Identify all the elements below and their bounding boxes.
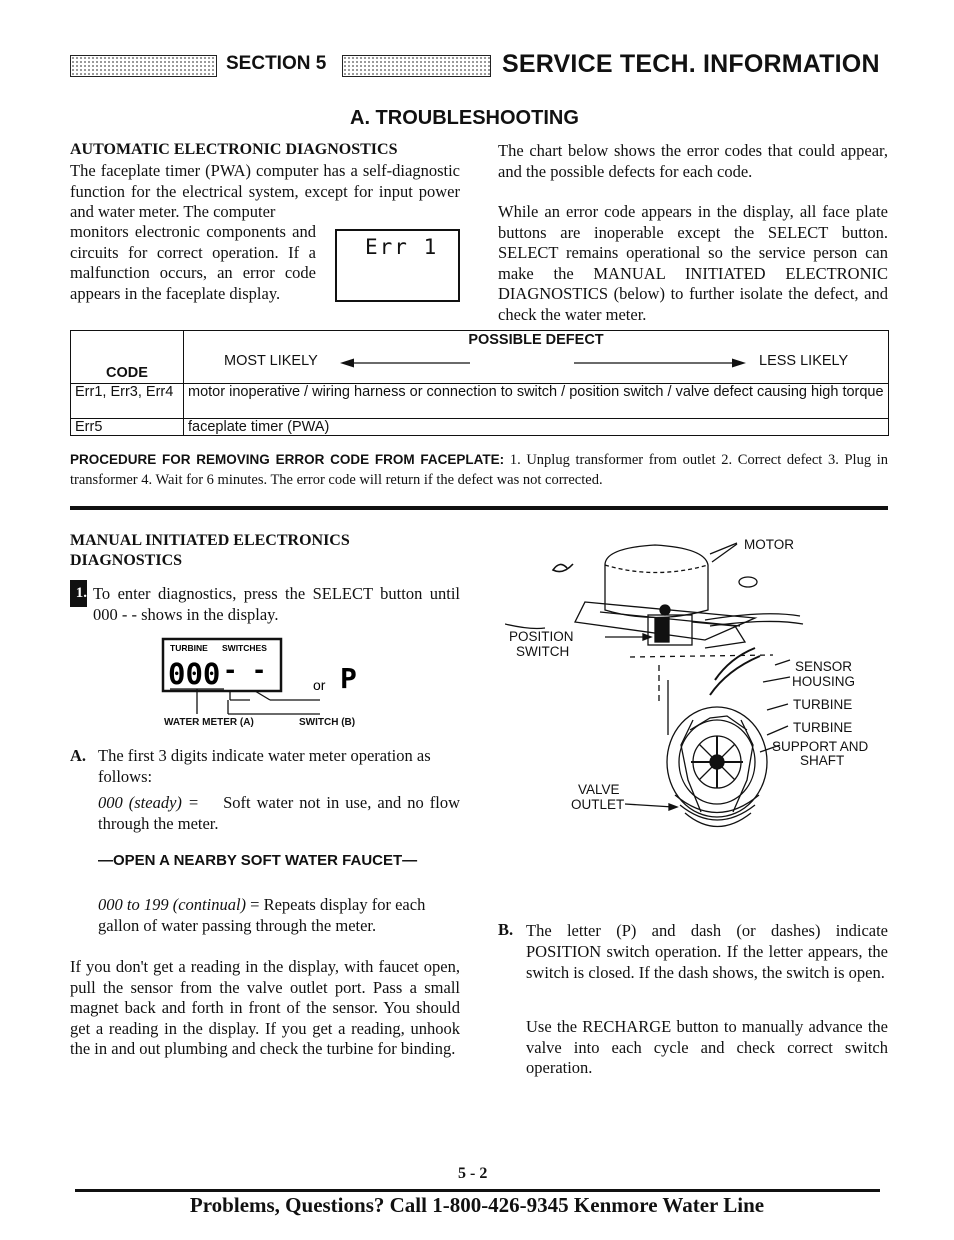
position-label: POSITION xyxy=(509,629,574,644)
divider xyxy=(70,506,888,510)
error-display-box xyxy=(335,229,460,302)
table-row xyxy=(71,419,889,436)
defect-header: POSSIBLE DEFECT xyxy=(468,332,604,348)
table-cell-defect: motor inoperative / wiring harness or connection to switch / position switch / valve defect causing high torque xyxy=(184,384,889,419)
sensor-label: SENSOR xyxy=(795,659,853,674)
b-label: B. xyxy=(498,920,514,939)
manual-diagnostics-heading xyxy=(70,531,350,571)
manual-heading-line-2: DIAGNOSTICS xyxy=(70,552,183,569)
shaft-label: SHAFT xyxy=(800,753,845,768)
step-1-text: To enter diagnostics, press the SELECT button until 000 - - shows in the display. xyxy=(93,584,460,624)
p-letter: P xyxy=(340,662,357,695)
turbine-label-2: TURBINE xyxy=(793,720,853,735)
table-cell-code: Err5 xyxy=(71,419,184,436)
auto-diagnostics-text-2: monitors electronic components and circuits for correct operation. If a malfunction occurs, an error code appears in the faceplate display. xyxy=(70,222,316,303)
error-code-table xyxy=(70,330,889,436)
procedure-paragraph xyxy=(70,450,888,490)
steady-definition xyxy=(98,793,460,834)
continual-definition xyxy=(98,895,460,936)
most-likely-label: MOST LIKELY xyxy=(224,353,318,369)
chart-intro-text: The chart below shows the error codes that could appear, and the possible defects for each code. xyxy=(498,141,888,181)
procedure-label: PROCEDURE FOR REMOVING ERROR CODE FROM FACEPLATE: xyxy=(70,452,505,467)
auto-diagnostics-text-1: The faceplate timer (PWA) computer has a self-diagnostic function for the electrical system, except for input power and water meter. The computer xyxy=(70,161,460,221)
table-header-row xyxy=(71,331,889,384)
steady-term: 000 (steady) = xyxy=(98,793,200,812)
footer-divider xyxy=(75,1189,880,1192)
auto-diagnostics-heading: AUTOMATIC ELECTRONIC DIAGNOSTICS xyxy=(70,141,398,158)
faucet-instruction: —OPEN A NEARBY SOFT WATER FAUCET— xyxy=(98,852,418,869)
page-number: 5 - 2 xyxy=(458,1165,488,1182)
support-label: SUPPORT AND xyxy=(772,739,869,754)
footer-line: Problems, Questions? Call 1-800-426-9345 Kenmore Water Line xyxy=(189,1193,765,1217)
code-header: CODE xyxy=(106,365,148,381)
header-hatch-left xyxy=(70,55,217,77)
continual-term: 000 to 199 (continual) xyxy=(98,895,247,914)
select-button-text: While an error code appears in the display, all face plate buttons are inoperable except the SELECT button. SELECT remains operational so the service person can make the MANUAL INITIATED ELECTRONIC DIAGNOSTICS (below) to further isolate the defect, and check the water meter. xyxy=(498,202,888,324)
error-display-text: Err 1 xyxy=(365,235,439,259)
most-likely-arrow xyxy=(340,357,472,369)
steady-desc: Soft water not in use, and no flow through the meter. xyxy=(98,793,460,833)
a-text: The first 3 digits indicate water meter operation as follows: xyxy=(98,746,431,786)
turbine-label-1: TURBINE xyxy=(793,697,853,712)
defect-header-cell xyxy=(184,331,889,384)
step-number-badge: 1. xyxy=(70,580,87,607)
turbine-label: TURBINE xyxy=(170,643,208,653)
switch-b-label: SWITCH (B) xyxy=(299,717,356,728)
switches-label: SWITCHES xyxy=(222,643,267,653)
header-hatch-right xyxy=(342,55,491,77)
page-title: SERVICE TECH. INFORMATION xyxy=(502,50,880,78)
table-row xyxy=(71,384,889,419)
water-meter-label: WATER METER (A) xyxy=(164,717,254,728)
display-digits: 000 xyxy=(168,657,221,691)
code-header-cell xyxy=(71,331,184,384)
continual-desc: = Repeats display for each gallon of water passing through the meter. xyxy=(98,895,426,935)
section-label: SECTION 5 xyxy=(226,53,327,74)
less-likely-arrow xyxy=(574,357,746,369)
motor-label: MOTOR xyxy=(744,537,794,552)
less-likely-label: LESS LIKELY xyxy=(759,353,849,369)
manual-heading-line-1: MANUAL INITIATED ELECTRONICS xyxy=(70,532,350,549)
procedure-text: 1. Unplug transformer from outlet 2. Correct defect 3. Plug in transformer 4. Wait for 6 minutes. The error code will return if the defect was not corrected. xyxy=(70,452,889,488)
table-cell-defect: faceplate timer (PWA) xyxy=(184,419,889,436)
or-label: or xyxy=(313,677,326,693)
a-label: A. xyxy=(70,746,87,765)
no-reading-text: If you don't get a reading in the display, with faucet open, pull the sensor from the valve outlet port. Pass a small magnet back and forth in front of the sensor. You should get a reading in the display. If you get a reading, unhook the in and out plumbing and check the turbine for binding. xyxy=(70,957,460,1058)
table-cell-code: Err1, Err3, Err4 xyxy=(71,384,184,419)
outlet-label: OUTLET xyxy=(571,797,625,812)
display-dashes: - - xyxy=(223,656,267,684)
section-subtitle: A. TROUBLESHOOTING xyxy=(350,107,579,129)
housing-label: HOUSING xyxy=(792,674,856,689)
valve-label: VALVE xyxy=(578,782,620,797)
switch-label: SWITCH xyxy=(516,644,570,659)
recharge-text: Use the RECHARGE button to manually advance the valve into each cycle and check correct switch operation. xyxy=(526,1017,888,1077)
b-text: The letter (P) and dash (or dashes) indicate POSITION switch operation. If the letter appears, the switch is closed. If the dash shows, the switch is open. xyxy=(526,921,888,982)
